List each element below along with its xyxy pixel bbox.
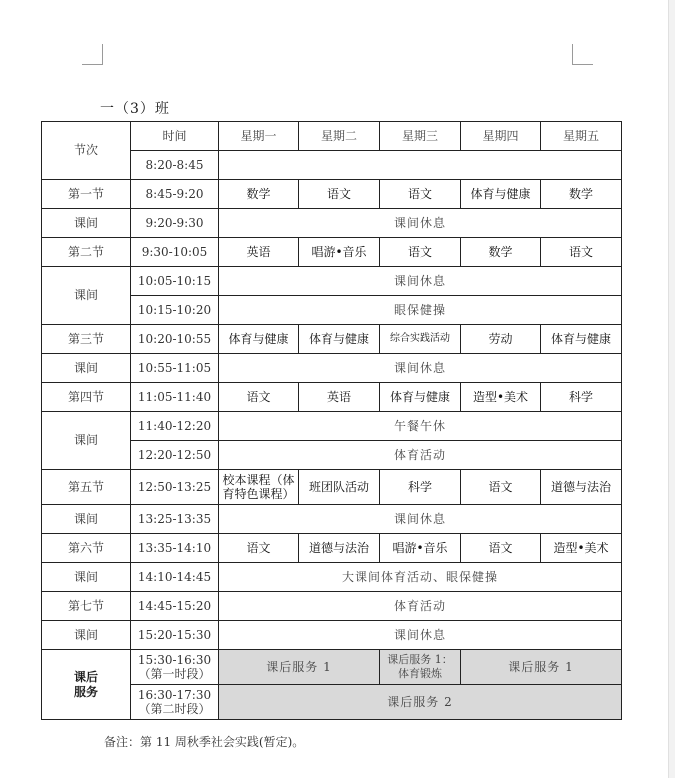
time-cell: 8:20-8:45	[131, 151, 219, 180]
table-row	[42, 383, 622, 412]
span-cell: 午餐午休	[219, 412, 622, 441]
subject-cell: 语文	[461, 470, 541, 505]
table-row	[42, 592, 622, 621]
subject-cell: 体育与健康	[461, 180, 541, 209]
table-row	[42, 505, 622, 534]
subject-cell: 数学	[219, 180, 299, 209]
header-time: 时间	[131, 122, 219, 151]
service-cell: 课后服务 1	[219, 650, 380, 685]
service-label: 课后服务 1：体育锻炼	[387, 653, 453, 680]
subject-cell: 劳动	[461, 325, 541, 354]
header-day: 星期三	[380, 122, 461, 151]
subject-cell: 综合实践活动	[380, 325, 461, 354]
period-cell: 课间	[42, 563, 131, 592]
table-row	[42, 621, 622, 650]
schedule-table	[41, 121, 622, 720]
table-row	[42, 325, 622, 354]
service-cell	[380, 650, 461, 685]
time-range: 16:30-17:30	[137, 687, 212, 702]
table-row	[42, 267, 622, 296]
table-row	[42, 650, 622, 685]
time-cell: 9:30-10:05	[131, 238, 219, 267]
table-row	[42, 238, 622, 267]
subject-cell: 体育与健康	[380, 383, 461, 412]
page-corner-mark-right	[572, 44, 593, 65]
subject-cell: 体育与健康	[219, 325, 299, 354]
time-cell: 14:45-15:20	[131, 592, 219, 621]
time-cell: 13:25-13:35	[131, 505, 219, 534]
span-cell: 体育活动	[219, 592, 622, 621]
subject-cell: 语文	[380, 180, 461, 209]
subject-cell: 体育与健康	[541, 325, 622, 354]
table-row	[42, 563, 622, 592]
subject-cell: 造型•美术	[541, 534, 622, 563]
time-cell: 15:20-15:30	[131, 621, 219, 650]
span-cell: 大课间体育活动、眼保健操	[219, 563, 622, 592]
subject-cell: 唱游•音乐	[380, 534, 461, 563]
span-cell: 眼保健操	[219, 296, 622, 325]
subject-cell: 道德与法治	[541, 470, 622, 505]
table-row	[42, 209, 622, 238]
span-cell: 课间休息	[219, 505, 622, 534]
time-cell: 10:15-10:20	[131, 296, 219, 325]
period-cell: 第六节	[42, 534, 131, 563]
period-cell: 第四节	[42, 383, 131, 412]
time-slot-note: （第二时段）	[138, 702, 211, 716]
time-cell: 11:40-12:20	[131, 412, 219, 441]
period-cell: 课间	[42, 209, 131, 238]
time-cell: 10:20-10:55	[131, 325, 219, 354]
span-cell: 体育活动	[219, 441, 622, 470]
subject-cell: 英语	[299, 383, 380, 412]
span-cell: 课间休息	[219, 354, 622, 383]
subject-cell: 语文	[380, 238, 461, 267]
period-cell: 第一节	[42, 180, 131, 209]
subject-cell: 语文	[299, 180, 380, 209]
scrollbar[interactable]	[668, 0, 675, 778]
time-cell: 13:35-14:10	[131, 534, 219, 563]
subject-cell: 语文	[541, 238, 622, 267]
time-cell: 14:10-14:45	[131, 563, 219, 592]
table-row	[42, 354, 622, 383]
subject-cell: 班团队活动	[299, 470, 380, 505]
time-cell: 12:50-13:25	[131, 470, 219, 505]
subject-cell: 数学	[461, 238, 541, 267]
subject-cell: 科学	[380, 470, 461, 505]
time-cell: 10:55-11:05	[131, 354, 219, 383]
subject-cell: 唱游•音乐	[299, 238, 380, 267]
time-slot-note: （第一时段）	[138, 667, 211, 681]
empty-cell	[219, 151, 622, 180]
table-row	[42, 180, 622, 209]
span-cell: 课间休息	[219, 621, 622, 650]
subject-cell: 校本课程（体育特色课程）	[219, 470, 299, 505]
period-cell: 第二节	[42, 238, 131, 267]
subject-cell: 语文	[219, 534, 299, 563]
time-cell	[131, 685, 219, 720]
class-title: 一（3）班	[100, 101, 170, 117]
header-day: 星期四	[461, 122, 541, 151]
after-school-label: 课后服务	[73, 670, 98, 699]
footnote: 备注：第 11 周秋季社会实践(暂定)。	[104, 735, 305, 749]
header-jieci: 节次	[42, 122, 131, 180]
period-cell: 课间	[42, 621, 131, 650]
period-cell: 第三节	[42, 325, 131, 354]
subject-cell: 语文	[461, 534, 541, 563]
table-row	[42, 534, 622, 563]
time-cell: 9:20-9:30	[131, 209, 219, 238]
time-cell: 11:05-11:40	[131, 383, 219, 412]
table-row	[42, 470, 622, 505]
period-cell: 课间	[42, 412, 131, 470]
header-day: 星期一	[219, 122, 299, 151]
table-header-row	[42, 122, 622, 151]
time-cell: 12:20-12:50	[131, 441, 219, 470]
time-cell: 8:45-9:20	[131, 180, 219, 209]
time-range: 15:30-16:30	[137, 652, 212, 667]
period-cell: 第七节	[42, 592, 131, 621]
subject-cell: 体育与健康	[299, 325, 380, 354]
after-school-cell	[42, 650, 131, 720]
service-cell: 课后服务 1	[461, 650, 622, 685]
time-cell: 10:05-10:15	[131, 267, 219, 296]
period-cell: 第五节	[42, 470, 131, 505]
header-day: 星期五	[541, 122, 622, 151]
period-cell: 课间	[42, 354, 131, 383]
subject-cell: 英语	[219, 238, 299, 267]
subject-cell: 数学	[541, 180, 622, 209]
subject-cell: 科学	[541, 383, 622, 412]
subject-cell: 造型•美术	[461, 383, 541, 412]
span-cell: 课间休息	[219, 209, 622, 238]
table-row	[42, 412, 622, 441]
subject-cell: 语文	[219, 383, 299, 412]
service-cell: 课后服务 2	[219, 685, 622, 720]
header-day: 星期二	[299, 122, 380, 151]
span-cell: 课间休息	[219, 267, 622, 296]
subject-cell: 道德与法治	[299, 534, 380, 563]
time-cell	[131, 650, 219, 685]
period-cell: 课间	[42, 505, 131, 534]
page-corner-mark-left	[82, 44, 103, 65]
period-cell: 课间	[42, 267, 131, 325]
